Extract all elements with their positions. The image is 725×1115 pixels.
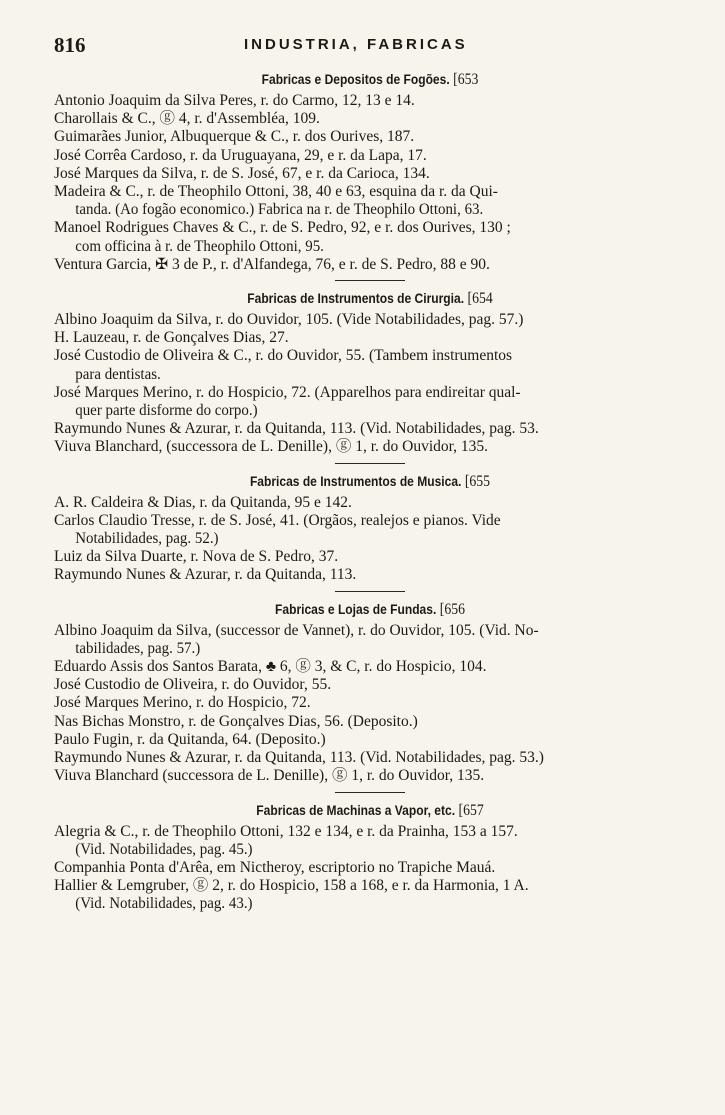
entry-line: Ventura Garcia, ✠ 3 de P., r. d'Alfandega, 76, e r. de S. Pedro, 88 e 90.	[54, 255, 490, 273]
entry-continuation: Notabilidades, pag. 52.)	[75, 530, 219, 548]
entry-continuation: tanda. (Ao fogão economico.) Fabrica na r. de Theophilo Ottoni, 63.	[75, 201, 484, 219]
entry-list	[54, 92, 686, 274]
directory-entry	[54, 347, 686, 383]
directory-entry	[54, 384, 686, 420]
directory-entry	[54, 494, 686, 512]
directory-entry	[54, 256, 686, 274]
entry-line: A. R. Caldeira & Dias, r. da Quitanda, 95 e 142.	[54, 493, 352, 511]
entry-line: Raymundo Nunes & Azurar, r. da Quitanda, 113. (Vid. Notabilidades, pag. 53.	[54, 420, 539, 438]
section-heading	[98, 66, 642, 92]
entry-line: Guimarães Junior, Albuquerque & C., r. dos Ourives, 187.	[54, 128, 415, 146]
directory-entry	[54, 420, 686, 438]
directory-entry	[54, 694, 686, 712]
directory-entry	[54, 823, 686, 859]
section-heading	[98, 596, 642, 622]
entry-line: José Marques Merino, r. do Hospicio, 72. (Apparelhos para endireitar qual-	[54, 383, 521, 401]
directory-entry	[54, 859, 686, 877]
section-heading-text: Fabricas de Instrumentos de Cirurgia.	[247, 290, 465, 307]
entry-list	[54, 494, 686, 585]
entry-line: Carlos Claudio Tresse, r. de S. José, 41. (Orgãos, realejos e pianos. Vide	[54, 511, 501, 529]
section-code: [656	[439, 600, 465, 618]
entry-line: José Corrêa Cardoso, r. da Uruguayana, 29, e r. da Lapa, 17.	[54, 146, 427, 164]
section-heading-text: Fabricas e Lojas de Fundas.	[275, 600, 437, 617]
entry-line: Viuva Blanchard, (successora de L. Denille), ⓖ 1, r. do Ouvidor, 135.	[54, 438, 489, 456]
entry-line: Charollais & C., ⓖ 4, r. d'Assembléa, 109.	[54, 110, 320, 128]
directory-entry	[54, 438, 686, 456]
section-heading-text: Fabricas de Machinas a Vapor, etc.	[256, 801, 456, 818]
directory-entry	[54, 311, 686, 329]
entry-line: Raymundo Nunes & Azurar, r. da Quitanda, 113. (Vid. Notabilidades, pag. 53.)	[54, 749, 544, 767]
entry-continuation: com officina à r. de Theophilo Ottoni, 95.	[75, 237, 324, 255]
entry-line: Paulo Fugin, r. da Quitanda, 64. (Deposito.)	[54, 730, 326, 748]
entry-line: Companhia Ponta d'Arêa, em Nictheroy, escriptorio no Trapiche Mauá.	[54, 858, 496, 876]
section-heading	[98, 468, 642, 494]
section-heading	[98, 797, 642, 823]
running-title: INDUSTRIA, FABRICAS	[244, 36, 468, 53]
section-heading	[98, 285, 642, 311]
directory-entry	[54, 183, 686, 219]
directory-entry	[54, 165, 686, 183]
entry-line: José Marques da Silva, r. de S. José, 67, e r. da Carioca, 134.	[54, 164, 430, 182]
section-heading-text: Fabricas de Instrumentos de Musica.	[249, 472, 462, 489]
section	[54, 797, 686, 914]
section	[54, 468, 686, 592]
section-code: [654	[467, 290, 493, 308]
entry-line: Hallier & Lemgruber, ⓖ 2, r. do Hospicio, 158 a 168, e r. da Harmonia, 1 A.	[54, 877, 529, 895]
section-code: [657	[458, 801, 484, 819]
directory-entry	[54, 219, 686, 255]
entry-line: Raymundo Nunes & Azurar, r. da Quitanda, 113.	[54, 566, 357, 584]
directory-entry	[54, 877, 686, 913]
entry-line: Viuva Blanchard (successora de L. Denille), ⓖ 1, r. do Ouvidor, 135.	[54, 767, 485, 785]
section-heading-text: Fabricas e Depositos de Fogões.	[261, 71, 450, 87]
section	[54, 66, 686, 281]
section	[54, 596, 686, 793]
directory-entry	[54, 147, 686, 165]
section-divider	[335, 792, 405, 793]
entry-list	[54, 622, 686, 786]
entry-line: Albino Joaquim da Silva, (successor de Vannet), r. do Ouvidor, 105. (Vid. No-	[54, 621, 539, 639]
entry-line: Albino Joaquim da Silva, r. do Ouvidor, 105. (Vide Notabilidades, pag. 57.)	[54, 311, 524, 329]
entry-list	[54, 823, 686, 914]
entry-line: H. Lauzeau, r. de Gonçalves Dias, 27.	[54, 329, 289, 347]
entry-line: Nas Bichas Monstro, r. de Gonçalves Dias, 56. (Deposito.)	[54, 712, 418, 730]
entry-continuation: tabilidades, pag. 57.)	[75, 639, 201, 657]
section-code: [655	[464, 472, 491, 490]
page-content	[54, 66, 686, 918]
directory-entry	[54, 767, 686, 785]
entry-line: José Custodio de Oliveira, r. do Ouvidor, 55.	[54, 676, 332, 694]
entry-line: Madeira & C., r. de Theophilo Ottoni, 38, 40 e 63, esquina da r. da Qui-	[54, 183, 498, 201]
directory-entry	[54, 731, 686, 749]
entry-line: Luiz da Silva Duarte, r. Nova de S. Pedro, 37.	[54, 548, 339, 566]
running-head	[54, 33, 687, 59]
entry-line: José Custodio de Oliveira & C., r. do Ouvidor, 55. (Tambem instrumentos	[54, 347, 513, 365]
directory-entry	[54, 658, 686, 676]
directory-entry	[54, 329, 686, 347]
entry-line: Manoel Rodrigues Chaves & C., r. de S. Pedro, 92, e r. dos Ourives, 130 ;	[54, 219, 511, 237]
entry-line: José Marques Merino, r. do Hospicio, 72.	[54, 694, 311, 712]
directory-entry	[54, 92, 686, 110]
section	[54, 285, 686, 464]
entry-continuation: (Vid. Notabilidades, pag. 43.)	[75, 895, 253, 913]
entry-continuation: (Vid. Notabilidades, pag. 45.)	[75, 840, 253, 858]
entry-line: Eduardo Assis dos Santos Barata, ♣ 6, ⓖ 3, & C, r. do Hospicio, 104.	[54, 658, 487, 676]
directory-entry	[54, 749, 686, 767]
directory-entry	[54, 548, 686, 566]
directory-entry	[54, 713, 686, 731]
directory-entry	[54, 512, 686, 548]
section-code: [653	[453, 71, 479, 88]
entry-continuation: quer parte disforme do corpo.)	[75, 402, 258, 420]
directory-entry	[54, 128, 686, 146]
directory-entry	[54, 566, 686, 584]
entry-line: Antonio Joaquim da Silva Peres, r. do Carmo, 12, 13 e 14.	[54, 92, 415, 109]
directory-entry	[54, 622, 686, 658]
directory-entry	[54, 676, 686, 694]
section-divider	[335, 280, 405, 281]
directory-entry	[54, 110, 686, 128]
page-number: 816	[54, 33, 86, 57]
entry-line: Alegria & C., r. de Theophilo Ottoni, 132 e 134, e r. da Prainha, 153 a 157.	[54, 822, 518, 840]
section-divider	[335, 591, 405, 592]
entry-continuation: para dentistas.	[75, 365, 161, 383]
entry-list	[54, 311, 686, 457]
section-divider	[335, 463, 405, 464]
